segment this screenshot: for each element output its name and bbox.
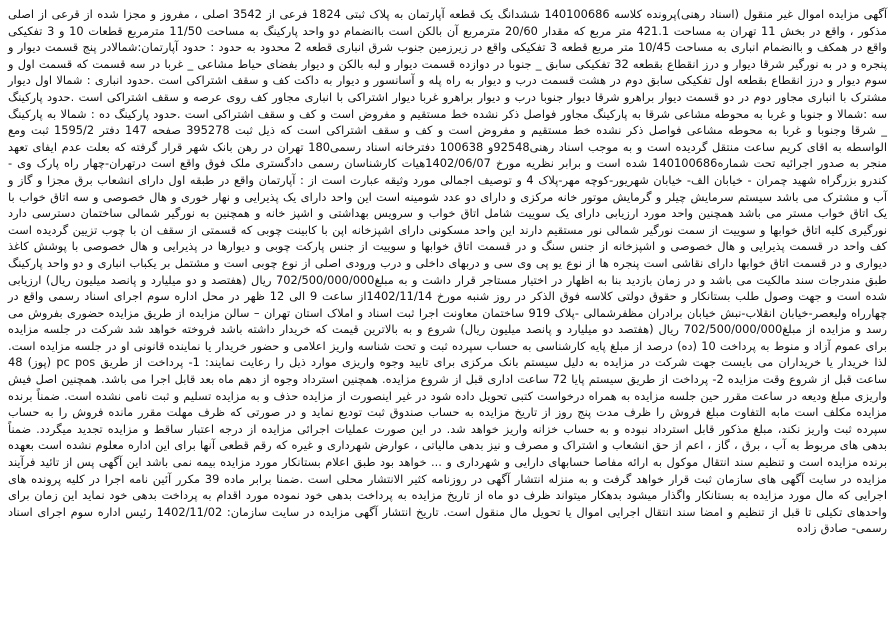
auction-notice-text: آگهی مزایده اموال غیر منقول (اسناد رهنی)پرونده کلاسه 140100686 ششدانگ یک قطعه آپارتمان به پلاک ثبتی 1824 فرعی از 3542 اصلی ، مفروز و مجزا شده از قرعی از اصلی مذکور ، واقع در بخش 11 تهران به مساحت 421.1 متر مربع که مقدار 20/60 مترمربع آن بالکن است باانضمام دو واحد پارکینگ به مساحت 11/50 مترمربع قطعات 10 و 3 تفکیکی واقع در همکف و باانضمام انباری به مساحت 10/45 متر مربع قطعه 3 تفکیکی واقع در زیرزمین جنوب شرق انباری قطعه 2 محدود به حدود : حدود آپارتمان:شمالادر پنج قسمت دیوار و پنجره و در به نورگیر شرقا دیوار و درز انقطاع بقطعه 32 تفکیکی سابق _ جنوبا در دوازده قسمت دیوار و لبه بالکن و دیوار بفضای حیاط مشاعی _ غربا در سه قسمت که قسمت اول و سوم دیوار و درز انقطاع بقطعه اول تفکیکی سابق دوم در هشت قسمت درب و دیوار به راه پله و آسانسور و دیوار به داکت کف و سقف اشتراکی است .حدود انباری : شمالا اول دیوار مشترک با انباری مجاور دوم در دو قسمت دیوار براهرو شرقا دیوار جنوبا درب و دیوار براهرو غربا دیوار اشتراکی با انباری مجاور کف روی عرصه و سقف اشتراکی است .حدود پارکینگ سه :شمالا و جنوبا و غربا به محوطه مشاعی شرقا به پارکینگ مجاور فواصل ذکر نشده خط مستقیم و مفروض است و کف و سقف اشتراکی است .حدود پارکینگ ده : شمالا به پارکینگ _ شرقا وجنوبا و غربا به محوطه مشاعی فواصل ذکر نشده خط مستقیم و مفروض است و کف و سقف اشتراکی است که ذیل ثبت 395278 صفحه 147 دفتر 1595/2 ثبت ومع الواسطه به اقای کریم ساعت منتقل گردیده است و به موجب اسناد رهنی92548و 100638 دفترخانه اسناد رسمی180 تهران در رهن بانک شهر قرار گرفته که بعلت عدم ایفای تعهد منجر به صدور اجرائیه تحت شماره140100686 شده است و برابر نظریه مورخ 1402/06/07هیات کارشناسان رسمی دادگستری ملک فوق واقع است درتهران-چهار راه پارک وی - کندرو بزرگراه شهید چمران - خیابان الف- خیابان شهریور-کوچه مهر-پلاک 4 و توصیف اجمالی مورد وثیقه عبارت است از : آپارتمان واقع در طبقه اول دارای انشعاب برق مجزا و گاز و آب و مشترک می باشد سیستم سرمایش چیلر و گرمایش موتور خانه مرکزی و دارای دو عدد شومینه است این واحد دارای یک پذیرایی و نهار خوری و هال خصوصی و سه اتاق خواب با یک اتاق خواب مستر می باشد همچنین واحد مورد ارزیابی دارای یک سوییت شامل اتاق خواب و سرویس بهداشتی و اشپز خانه و همچنین به نورگیر شمالی ساختمان دسترسی دارد نورگیری کلیه اتاق خوابها و سوییت از سمت نورگیر شمالی نور مستقیم دارند این واحد مسکونی دارای اشپزخانه اپن با کابینت چوبی که قسمتی از سقف ان با چوب تزیین گردیده است کف واحد در قسمت پذیرایی و هال خصوصی و اشپزخانه از جنس سنگ و در قسمت اتاق خوابها و سوییت از جنس پارکت چوبی و دیوارها در پذیرایی و هال خصوصی با پوشش کاغذ دیواری و در قسمت اتاق خوابها دارای نقاشی است پنجره ها از نوع یو پی وی سی و دربهای داخلی و درب ورودی اصلی از نوع چوبی است و مشتمل بر یکباب انباری و دو واحد پارکینگ طبق مندرجات سند مالکیت می باشد و در زمان بازدید بنا به اظهار در اختیار مستاجر قرار داشت و به مبلغ702/500/000/000 ریال (هفتصد و دو میلیارد و پانصد میلیون ریال) ارزیابی شده است و جهت وصول طلب بستانکار و حقوق دولتی کلاسه فوق الذکر در روز شنبه مورخ 1402/11/14از ساعت 9 الی 12 ظهر در محل اداره سوم اجرای اسناد رسمی واقع در چهارراه ولیعصر-خیابان انقلاب-نبش خیابان برادران مظفرشمالی -پلاک 919 ساختمان معاونت اجرا ثبت اسناد و املاک استان تهران – سالن مزایده از طریق مزایده حضوری بفروش می رسد و مزایده از مبلغ702/500/000/000 ریال (هفتصد دو میلیارد و پانصد میلیون ریال) شروع و به بالاترین قیمت که خریدار داشته باشد فروخته خواهد شد شرکت در جلسه مزایده برای عموم آزاد و منوط به پرداخت 10 (ده) درصد از مبلغ پایه کارشناسی به حساب سپرده ثبت و تحت شناسه واریز اعلامی و حضور خریدار یا نماینده قانونی او در جلسه مزایده است. لذا خریدار یا خریداران می بایست جهت شرکت در مزایده به دلیل سیستم بانک مرکزی برای تایید وجوه واریزی موارد ذیل را رعایت نمایند: 1- پرداخت از طریق pc pos (پوز) 48 ساعت قبل از شروع وقت مزایده 2- پرداخت از طریق سیستم پایا 72 ساعت اداری قبل از شروع مزایده. همچنین استرداد وجوه از دهم ماه بعد قابل اجرا می باشد. همچنین اصل فیش واریزی مبلغ ودیعه در ساعت مقرر حین جلسه مزایده به همراه درخواست کتبی تحویل داده شود در غیر اینصورت از مزایده حذف و به مزایده تسلیم و ثبت نامی نشده است. ضمناً برنده مزایده مکلف است مابه التفاوت مبلغ فروش را ظرف مدت پنج روز از تاریخ مزایده به حساب صندوق ثبت تودیع نماید و در صورتی که ظرف مهلت مقرر مانده فروش را به حساب سپرده ثبت واریز نکند، مبلغ مذکور قابل استرداد نبوده و به حساب خزانه واریز خواهد شد. در این صورت عملیات اجرائی مزایده از درجه اعتبار ساقط و مزایده تجدید میگردد. ضمناً بدهی های مربوط به آب ، برق ، گاز ، اعم از حق انشعاب و اشتراک و مصرف و نیز بدهی مالیاتی ، عوارض شهرداری و غیره که رقم قطعی آنها برای این اداره معلوم نشده است بعهده برنده مزایده است و تنظیم سند انتقال موکول به ارائه مفاصا حسابهای دارایی و شهرداری و ... خواهد بود طبق اعلام بستانکار مورد مزایده بیمه نمی باشد این آگهی پس از تائید فرآیند مزایده در سایت آگهی های سازمان ثبت قرار خواهد گرفت و به منزله انتشار آگهی در روزنامه کثیر الانتشار محلی است .ضمنا برابر ماده 39 مکرر آئین نامه اجرا در کلیه پرونده های اجرایی که مال مورد مزایده به بستانکار واگذار میشود بدهکار میتواند ظرف دو ماه از تاریخ مزایده به پرداخت بدهی خود نموده مورد اقدام به پرداخت بدهی خود نماید این زمان برای واحدهای تکیلی تا قبل از تنظیم و امضا سند انتقال اجرایی اموال یا تحویل مال منقول است. تاریخ انتشار آگهی مزایده در سایت سازمان: 1402/11/02 رئیس اداره سوم اجرای اسناد رسمی- صادق زاده: [8, 7, 888, 536]
